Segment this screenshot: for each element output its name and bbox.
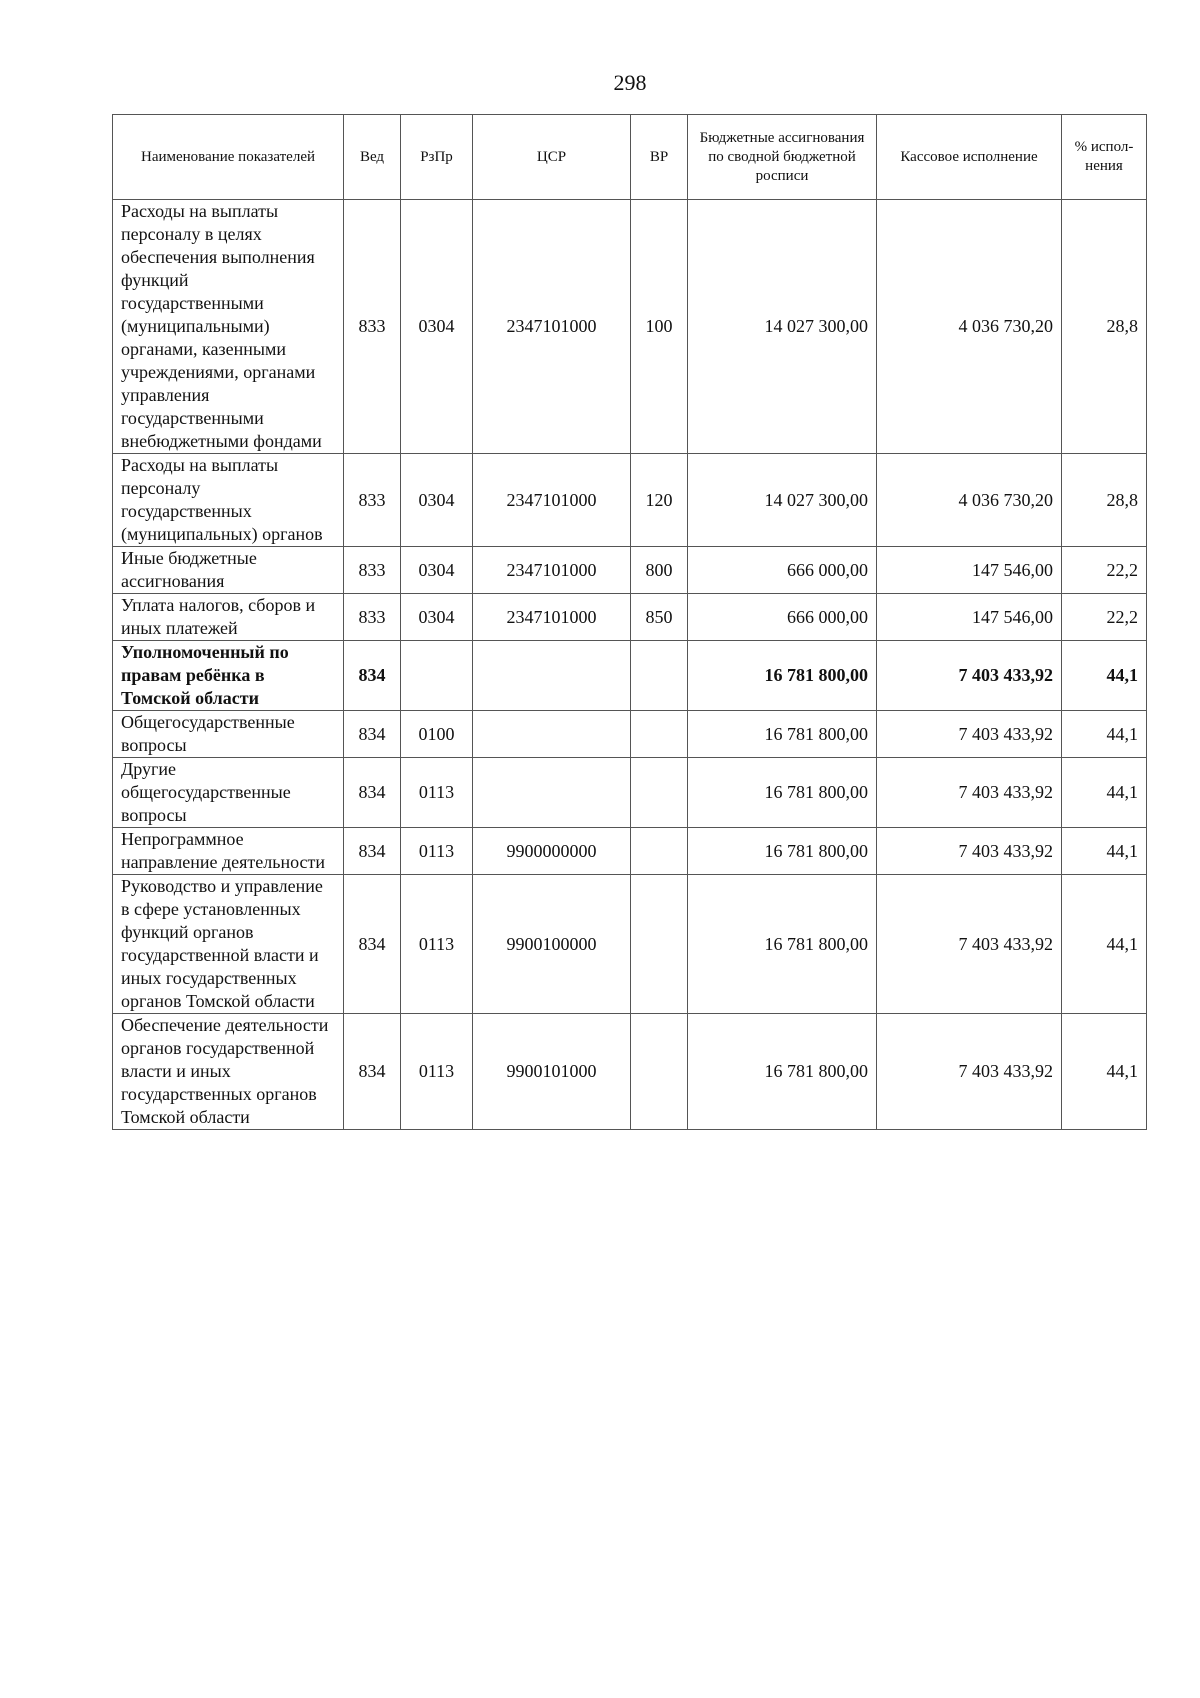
row-csr <box>473 711 631 758</box>
row-vr <box>631 875 688 1014</box>
row-percent: 44,1 <box>1062 641 1147 711</box>
header-percent: % испол-нения <box>1062 115 1147 200</box>
row-percent: 22,2 <box>1062 594 1147 641</box>
row-name: Непрограммное направление деятельности <box>113 828 344 875</box>
row-name: Уплата налогов, сборов и иных платежей <box>113 594 344 641</box>
row-allocations: 16 781 800,00 <box>688 641 877 711</box>
row-ved: 834 <box>344 828 401 875</box>
row-percent: 44,1 <box>1062 875 1147 1014</box>
row-csr <box>473 641 631 711</box>
row-name: Расходы на выплаты персоналу государственных (муниципальных) органов <box>113 454 344 547</box>
row-ved: 833 <box>344 594 401 641</box>
row-ved: 834 <box>344 758 401 828</box>
row-rzpr: 0113 <box>401 1014 473 1130</box>
row-csr: 9900100000 <box>473 875 631 1014</box>
row-rzpr: 0304 <box>401 454 473 547</box>
row-ved: 834 <box>344 875 401 1014</box>
row-csr: 9900000000 <box>473 828 631 875</box>
row-vr: 850 <box>631 594 688 641</box>
row-csr: 2347101000 <box>473 594 631 641</box>
row-allocations: 14 027 300,00 <box>688 454 877 547</box>
table-row <box>113 594 1147 641</box>
row-allocations: 666 000,00 <box>688 594 877 641</box>
row-percent: 44,1 <box>1062 711 1147 758</box>
row-cash: 7 403 433,92 <box>877 758 1062 828</box>
row-vr <box>631 828 688 875</box>
header-csr: ЦСР <box>473 115 631 200</box>
row-rzpr: 0100 <box>401 711 473 758</box>
row-vr <box>631 641 688 711</box>
row-percent: 44,1 <box>1062 758 1147 828</box>
table-row <box>113 547 1147 594</box>
row-percent: 28,8 <box>1062 454 1147 547</box>
header-vr: ВР <box>631 115 688 200</box>
row-rzpr: 0304 <box>401 594 473 641</box>
row-ved: 834 <box>344 1014 401 1130</box>
row-cash: 7 403 433,92 <box>877 711 1062 758</box>
row-rzpr: 0113 <box>401 758 473 828</box>
row-rzpr: 0113 <box>401 828 473 875</box>
row-cash: 147 546,00 <box>877 594 1062 641</box>
row-rzpr: 0304 <box>401 200 473 454</box>
table-row <box>113 711 1147 758</box>
row-rzpr: 0304 <box>401 547 473 594</box>
row-cash: 147 546,00 <box>877 547 1062 594</box>
row-cash: 7 403 433,92 <box>877 875 1062 1014</box>
row-name: Иные бюджетные ассигнования <box>113 547 344 594</box>
row-cash: 4 036 730,20 <box>877 200 1062 454</box>
row-name: Другие общегосударственные вопросы <box>113 758 344 828</box>
row-percent: 44,1 <box>1062 828 1147 875</box>
table-row <box>113 875 1147 1014</box>
row-allocations: 16 781 800,00 <box>688 875 877 1014</box>
table-row <box>113 1014 1147 1130</box>
table-row-total <box>113 641 1147 711</box>
table-row <box>113 200 1147 454</box>
row-ved: 833 <box>344 454 401 547</box>
row-name: Уполномоченный по правам ребёнка в Томской области <box>113 641 344 711</box>
row-csr: 2347101000 <box>473 454 631 547</box>
row-vr <box>631 1014 688 1130</box>
table-row <box>113 454 1147 547</box>
header-name: Наименование показателей <box>113 115 344 200</box>
row-allocations: 16 781 800,00 <box>688 828 877 875</box>
table-row <box>113 758 1147 828</box>
row-ved: 833 <box>344 547 401 594</box>
row-cash: 7 403 433,92 <box>877 1014 1062 1130</box>
row-name: Руководство и управление в сфере установленных функций органов государственной власти и иных государственных органов Томской области <box>113 875 344 1014</box>
row-ved: 833 <box>344 200 401 454</box>
row-allocations: 666 000,00 <box>688 547 877 594</box>
row-cash: 4 036 730,20 <box>877 454 1062 547</box>
row-ved: 834 <box>344 641 401 711</box>
row-rzpr <box>401 641 473 711</box>
row-vr: 120 <box>631 454 688 547</box>
row-allocations: 14 027 300,00 <box>688 200 877 454</box>
row-name: Расходы на выплаты персоналу в целях обеспечения выполнения функций государственными (муниципальными) органами, казенными учреждениями, органами управления государственными внебюджетными фондами <box>113 200 344 454</box>
row-percent: 22,2 <box>1062 547 1147 594</box>
row-allocations: 16 781 800,00 <box>688 1014 877 1130</box>
header-allocations: Бюджетные ассигнования по сводной бюджетной росписи <box>688 115 877 200</box>
row-cash: 7 403 433,92 <box>877 828 1062 875</box>
row-csr <box>473 758 631 828</box>
row-rzpr: 0113 <box>401 875 473 1014</box>
row-vr: 100 <box>631 200 688 454</box>
row-name: Обеспечение деятельности органов государственной власти и иных государственных органов Томской области <box>113 1014 344 1130</box>
row-csr: 2347101000 <box>473 547 631 594</box>
row-csr: 9900101000 <box>473 1014 631 1130</box>
row-percent: 44,1 <box>1062 1014 1147 1130</box>
row-vr <box>631 758 688 828</box>
header-cash: Кассовое исполнение <box>877 115 1062 200</box>
row-percent: 28,8 <box>1062 200 1147 454</box>
row-allocations: 16 781 800,00 <box>688 758 877 828</box>
header-row <box>113 115 1147 200</box>
header-rzpr: РзПр <box>401 115 473 200</box>
row-ved: 834 <box>344 711 401 758</box>
budget-execution-table <box>112 114 1147 1130</box>
row-csr: 2347101000 <box>473 200 631 454</box>
row-vr <box>631 711 688 758</box>
row-cash: 7 403 433,92 <box>877 641 1062 711</box>
row-allocations: 16 781 800,00 <box>688 711 877 758</box>
header-ved: Вед <box>344 115 401 200</box>
table-row <box>113 828 1147 875</box>
row-vr: 800 <box>631 547 688 594</box>
row-name: Общегосударственные вопросы <box>113 711 344 758</box>
page-number: 298 <box>613 70 647 95</box>
